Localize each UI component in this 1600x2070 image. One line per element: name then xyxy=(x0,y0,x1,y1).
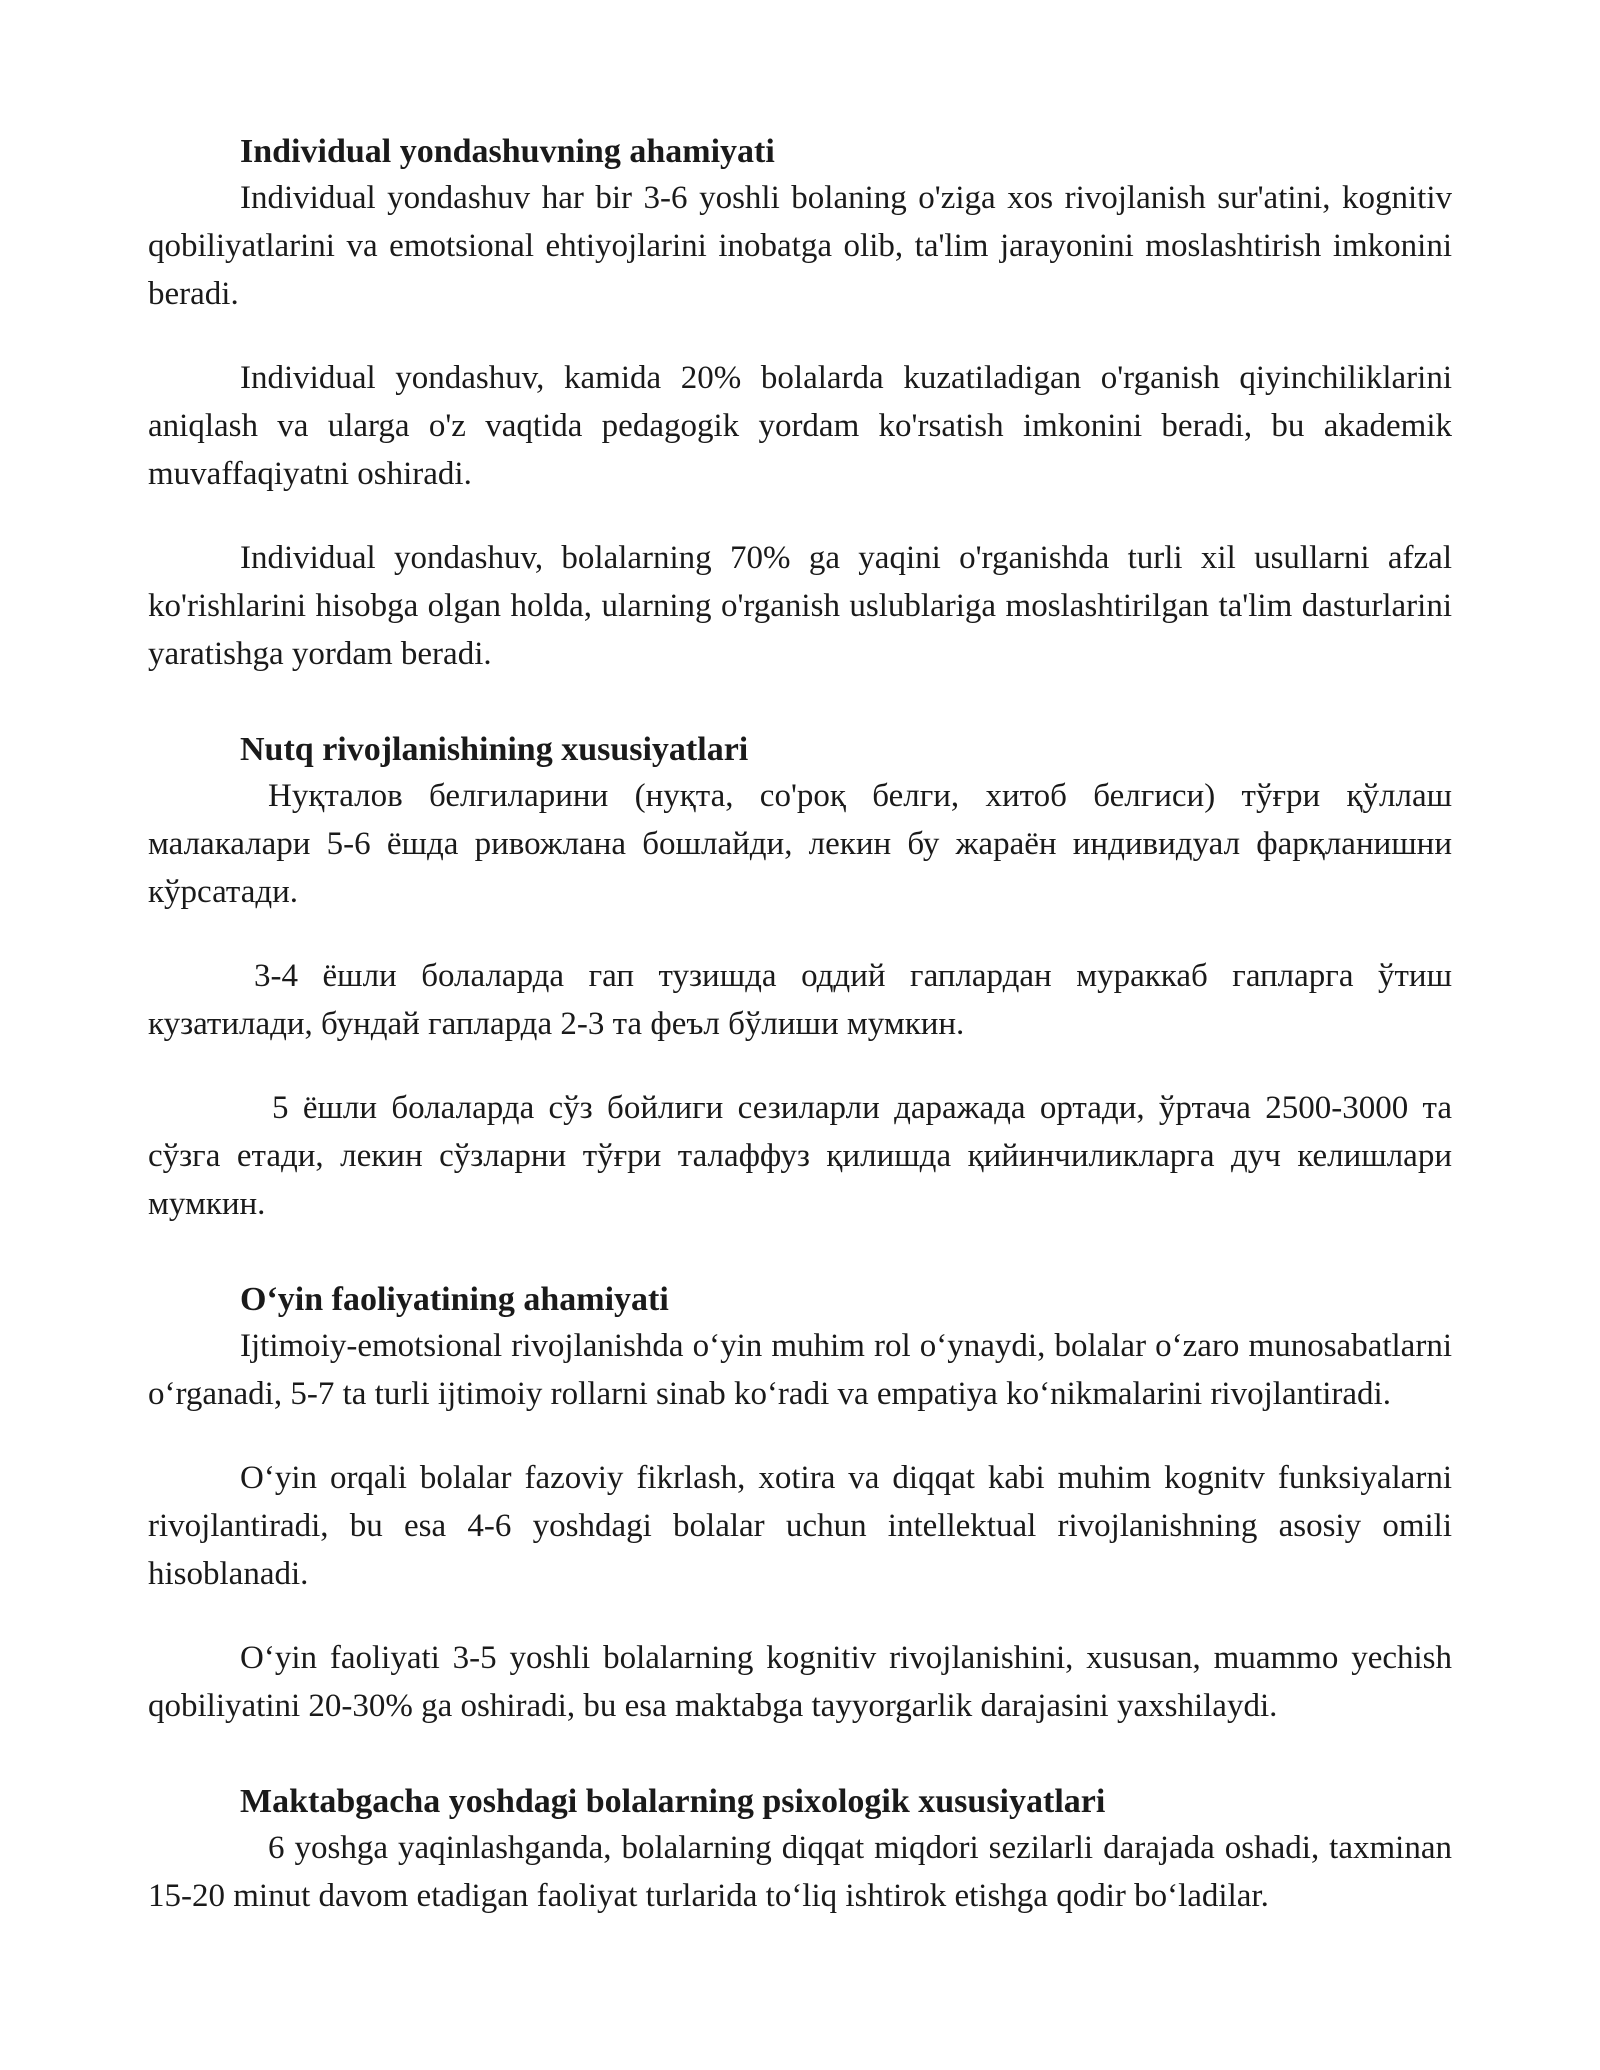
paragraph: O‘yin faoliyati 3-5 yoshli bolalarning kognitiv rivojlanishini, xususan, muammo yechish qobiliyatini 20-30% ga oshiradi, bu esa maktabga tayyorgarlik darajasini yaxshilaydi. xyxy=(148,1640,1452,1724)
paragraph: Individual yondashuv, bolalarning 70% ga yaqini o'rganishda turli xil usullarni afzal ko'rishlarini hisobga olgan holda, ularning o'rganish uslublariga moslashtirilgan ta'lim dasturlarini yaratishga yordam beradi. xyxy=(148,540,1452,672)
section-speech-development xyxy=(148,728,1452,1228)
section-heading: Individual yondashuvning ahamiyati xyxy=(240,133,775,170)
document-page xyxy=(148,130,1452,1920)
paragraph: Individual yondashuv, kamida 20% bolalarda kuzatiladigan o'rganish qiyinchiliklarini aniqlash va ularga o'z vaqtida pedagogik yordam ko'rsatish imkonini beradi, bu akademik muvaffaqiyatni oshiradi. xyxy=(148,360,1452,492)
paragraph: 6 yoshga yaqinlashganda, bolalarning diqqat miqdori sezilarli darajada oshadi, taxminan 15-20 minut davom etadigan faoliyat turlarida to‘liq ishtirok etishga qodir bo‘ladilar. xyxy=(148,1830,1452,1914)
section-heading: Nutq rivojlanishining xususiyatlari xyxy=(240,731,749,768)
section-play-activity xyxy=(148,1278,1452,1730)
section-heading: O‘yin faoliyatining ahamiyati xyxy=(240,1281,669,1318)
section-individual-approach xyxy=(148,130,1452,678)
section-preschool-psychology xyxy=(148,1780,1452,1920)
paragraph: Individual yondashuv har bir 3-6 yoshli bolaning o'ziga xos rivojlanish sur'atini, kognitiv qobiliyatlarini va emotsional ehtiyojlarini inobatga olib, ta'lim jarayonini moslashtirish imkonini beradi. xyxy=(148,180,1452,312)
paragraph: 5 ёшли болаларда сўз бойлиги сезиларли даражада ортади, ўртача 2500-3000 та сўзга етади, лекин сўзларни тўғри талаффуз қилишда қийинчиликларга дуч келишлари мумкин. xyxy=(148,1090,1452,1222)
paragraph: Нуқталов белгиларини (нуқта, со'роқ белги, хитоб белгиси) тўғри қўллаш малакалари 5-6 ёшда ривожлана бошлайди, лекин бу жараён индивидуал фарқланишни кўрсатади. xyxy=(148,778,1452,910)
section-heading: Maktabgacha yoshdagi bolalarning psixologik xususiyatlari xyxy=(240,1783,1106,1820)
paragraph: 3-4 ёшли болаларда гап тузишда оддий гаплардан мураккаб гапларга ўтиш кузатилади, бундай гапларда 2-3 та феъл бўлиши мумкин. xyxy=(148,958,1452,1042)
paragraph: Ijtimoiy-emotsional rivojlanishda o‘yin muhim rol o‘ynaydi, bolalar o‘zaro munosabatlarni o‘rganadi, 5-7 ta turli ijtimoiy rollarni sinab ko‘radi va empatiya ko‘nikmalarini rivojlantiradi. xyxy=(148,1328,1452,1412)
paragraph: O‘yin orqali bolalar fazoviy fikrlash, xotira va diqqat kabi muhim kognitv funksiyalarni rivojlantiradi, bu esa 4-6 yoshdagi bolalar uchun intellektual rivojlanishning asosiy omili hisoblanadi. xyxy=(148,1460,1452,1592)
